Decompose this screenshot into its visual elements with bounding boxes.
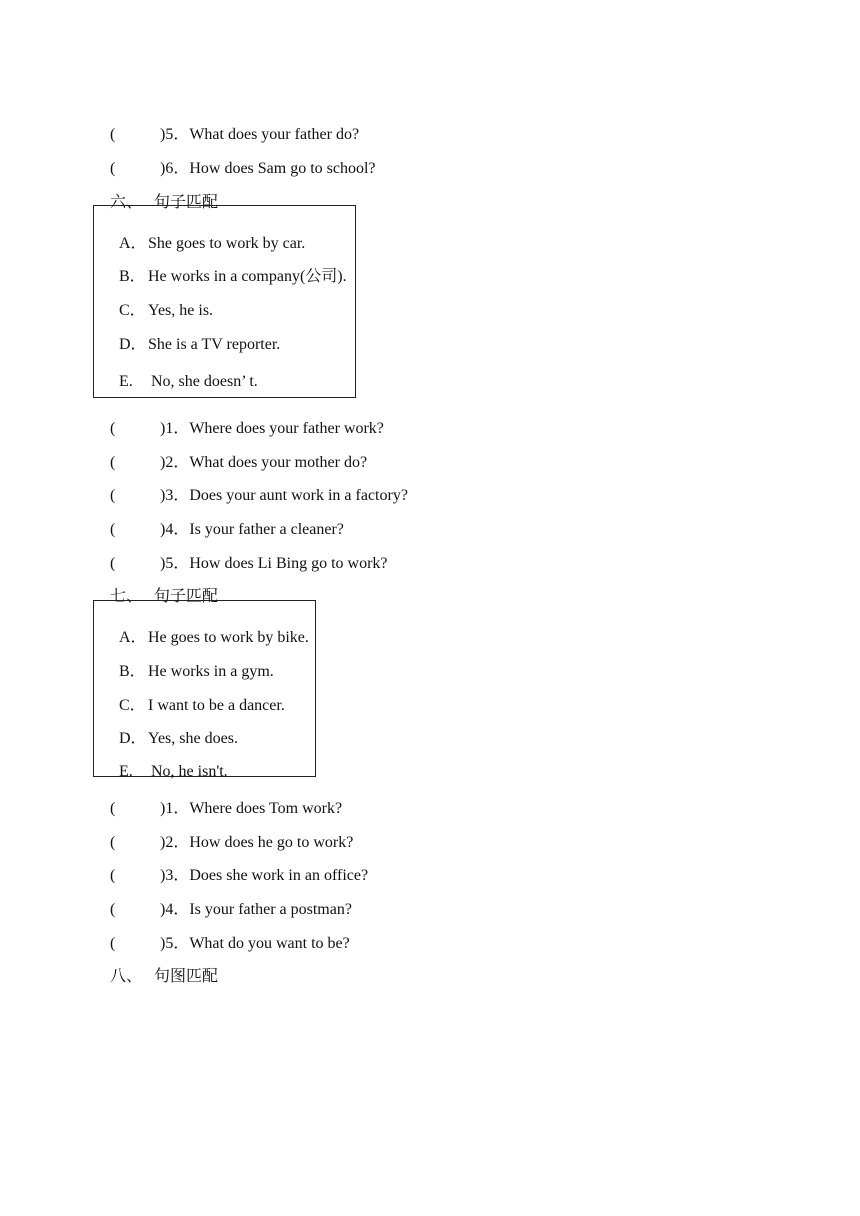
question-text: )6．How does Sam go to school? (160, 160, 376, 177)
question-text: )5．What does your father do? (160, 126, 360, 143)
options-box-6 (93, 205, 356, 398)
answer-blank[interactable]: ( (110, 126, 116, 143)
option-text: She is a TV reporter. (148, 336, 281, 353)
option-text: No, she doesn’ t. (151, 373, 258, 390)
answer-blank[interactable]: ( (110, 555, 116, 572)
answer-blank[interactable]: ( (110, 420, 116, 437)
question-text: )1．Where does your father work? (160, 420, 384, 437)
option-text: He works in a gym. (148, 663, 274, 680)
option-letter: E. (119, 763, 133, 780)
option-letter: C． (119, 697, 146, 714)
section-number: 六、 (110, 194, 143, 211)
section-title: 句图匹配 (154, 968, 219, 985)
option-text: I want to be a dancer. (148, 697, 285, 714)
option-letter: D． (119, 336, 147, 353)
option-text: He goes to work by bike. (148, 629, 309, 646)
question-text: )2．How does he go to work? (160, 834, 354, 851)
option-letter: E. (119, 373, 133, 390)
answer-blank[interactable]: ( (110, 454, 116, 471)
answer-blank[interactable]: ( (110, 901, 116, 918)
option-letter: D． (119, 730, 147, 747)
section-title: 句子匹配 (154, 194, 219, 211)
question-text: )5．What do you want to be? (160, 935, 350, 952)
option-text: Yes, she does. (148, 730, 238, 747)
question-text: )2．What does your mother do? (160, 454, 368, 471)
section-number: 八、 (110, 968, 143, 985)
section-number: 七、 (110, 588, 143, 605)
answer-blank[interactable]: ( (110, 834, 116, 851)
option-letter: B． (119, 663, 146, 680)
answer-blank[interactable]: ( (110, 935, 116, 952)
answer-blank[interactable]: ( (110, 521, 116, 538)
answer-blank[interactable]: ( (110, 487, 116, 504)
answer-blank[interactable]: ( (110, 160, 116, 177)
question-text: )3．Does she work in an office? (160, 867, 369, 884)
question-text: )4．Is your father a cleaner? (160, 521, 344, 538)
answer-blank[interactable]: ( (110, 867, 116, 884)
option-letter: A． (119, 629, 147, 646)
option-text: He works in a company(公司). (148, 268, 347, 285)
option-text: No, he isn't. (151, 763, 228, 780)
options-box-7 (93, 600, 316, 780)
option-letter: A． (119, 235, 147, 252)
section-title: 句子匹配 (154, 588, 219, 605)
question-text: )4．Is your father a postman? (160, 901, 352, 918)
option-letter: B． (119, 268, 146, 285)
question-text: )5．How does Li Bing go to work? (160, 555, 388, 572)
answer-blank[interactable]: ( (110, 800, 116, 817)
option-text: She goes to work by car. (148, 235, 306, 252)
option-text: Yes, he is. (148, 302, 214, 319)
question-text: )1．Where does Tom work? (160, 800, 343, 817)
question-text: )3．Does your aunt work in a factory? (160, 487, 408, 504)
option-letter: C． (119, 302, 146, 319)
section-heading-8 (102, 947, 218, 987)
